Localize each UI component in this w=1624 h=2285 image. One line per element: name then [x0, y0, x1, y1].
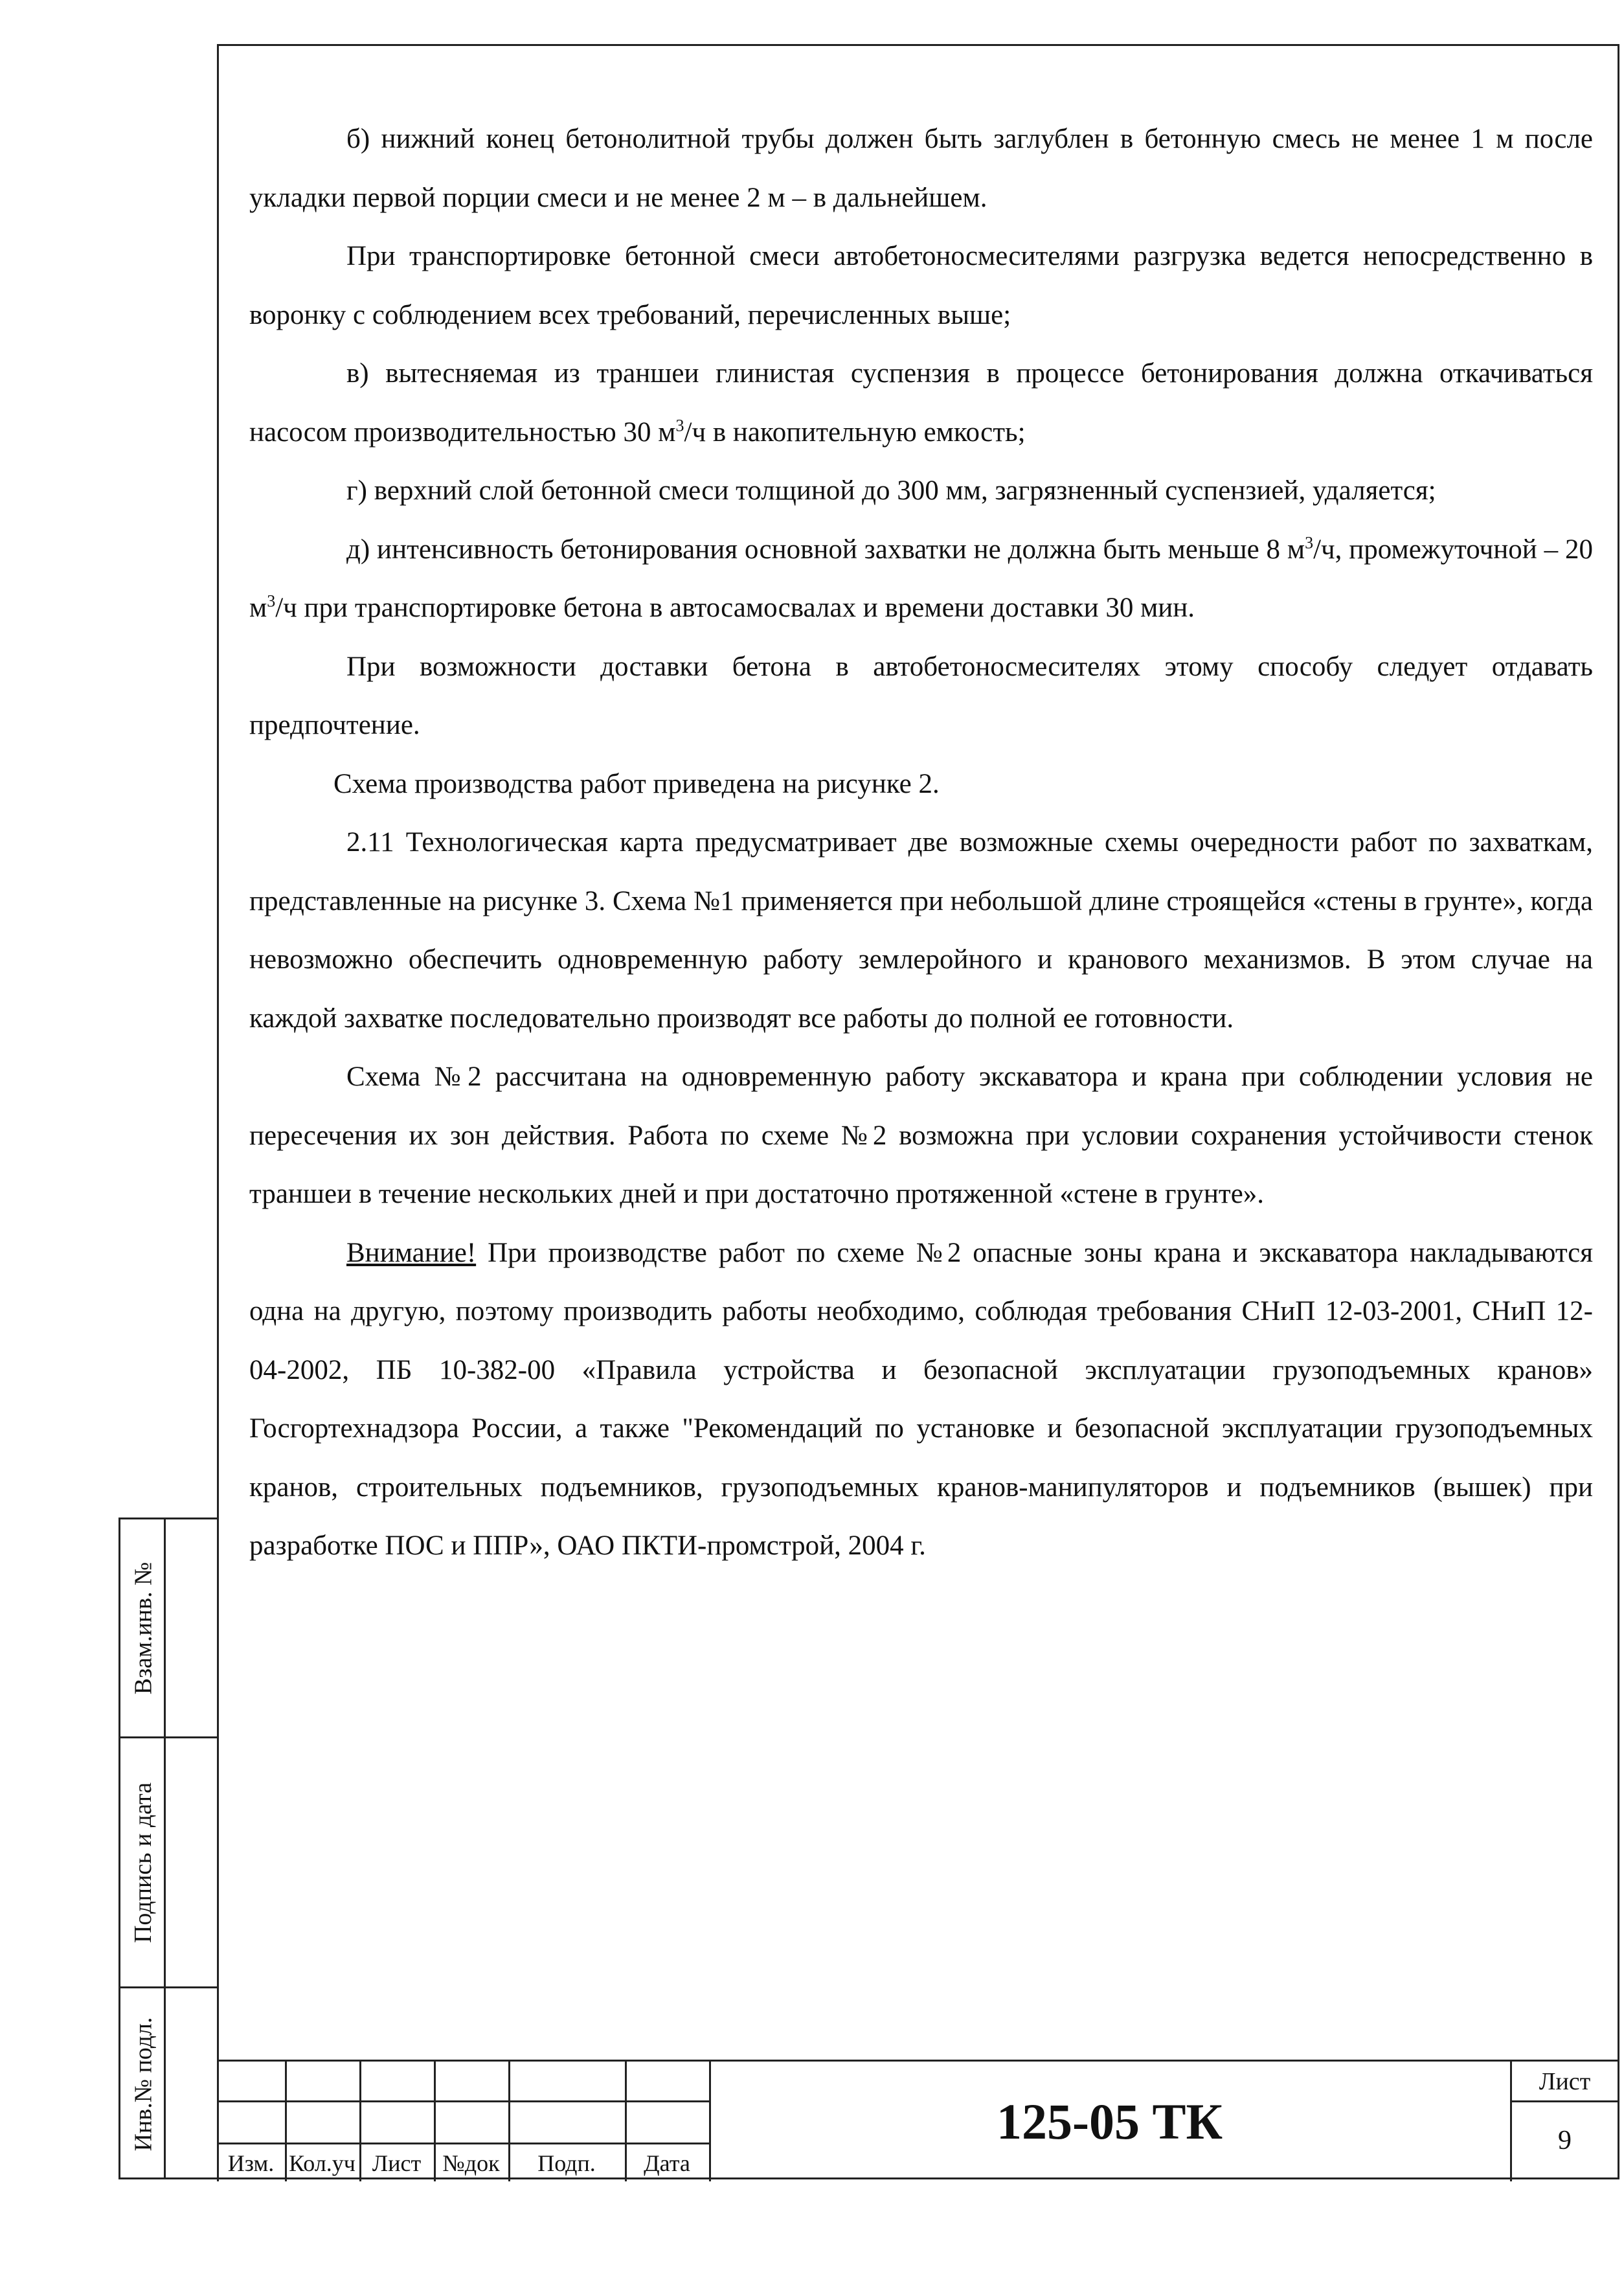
- document-code: 125-05 ТК: [996, 2093, 1223, 2150]
- col-label-list: Лист: [372, 2150, 422, 2176]
- superscript: 3: [1305, 533, 1314, 552]
- vzam-inv-label: Взам.инв. №: [130, 1562, 157, 1694]
- title-block: [217, 2060, 1619, 2179]
- text-run: /ч при транспортировке бетона в автосамосвалах и времени доставки 30 мин.: [275, 593, 1195, 623]
- side-stamp: [118, 1518, 217, 2179]
- text-run: /ч, промежуточной – 20 м: [249, 534, 1593, 623]
- document-body: [249, 110, 1593, 1576]
- paragraph-v: [249, 345, 1593, 462]
- paragraph-g: г) верхний слой бетонной смеси толщиной до 300 мм, загрязненный суспензией, удаляется;: [346, 475, 1436, 506]
- text-run: /ч в накопительную емкость;: [684, 416, 1026, 448]
- title-block-rule: [217, 2100, 709, 2102]
- text-run: д) интенсивность бетонирования основной захватки не должна быть меньше 8 м: [346, 534, 1305, 565]
- col-label-kol-uch: Кол.уч: [289, 2150, 355, 2176]
- paragraph-transport: При транспортировке бетонной смеси автобетоносмесителями разгрузка ведется непосредственно в воронку с соблюдением всех требований, перечисленных выше;: [249, 241, 1593, 330]
- col-label-data: Дата: [644, 2150, 690, 2176]
- title-block-rule: [217, 2143, 709, 2144]
- paragraph-d: [249, 521, 1593, 638]
- text-run: в) вытесняемая из траншеи глинистая суспензия в процессе бетонирования должна откачиваться насосом производительностью 30 м: [249, 358, 1593, 448]
- superscript: 3: [675, 416, 684, 435]
- col-label-ndok: №док: [442, 2150, 500, 2176]
- paragraph-warning: [249, 1224, 1593, 1576]
- paragraph-b: б) нижний конец бетонолитной трубы должен быть заглублен в бетонную смесь не менее 1 м после укладки первой порции смеси и не менее 2 м – в дальнейшем.: [249, 124, 1593, 213]
- paragraph-preference: При возможности доставки бетона в автобетоносмесителях этому способу следует отдавать предпочтение.: [249, 651, 1593, 740]
- warning-text: При производстве работ по схеме №2 опасные зоны крана и экскаватора накладываются одна на другую, поэтому производить работы необходимо, соблюдая требования СНиП 12-03-2001, СНиП 12-04-2002, ПБ 10-382-00 «Правила устройства и безопасной эксплуатации грузоподъемных кранов» Госгортехнадзора России, а также "Рекомендаций по установке и безопасной эксплуатации грузоподъемных кранов, строительных подъемников, грузоподъемных кранов-манипуляторов и подъемников (вышек) при разработке ПОС и ППР», ОАО ПКТИ-промстрой, 2004 г.: [249, 1237, 1593, 1561]
- col-label-podp: Подп.: [537, 2150, 596, 2176]
- col-label-izm: Изм.: [227, 2150, 275, 2176]
- paragraph-scheme-ref: Схема производства работ приведена на рисунке 2.: [333, 768, 940, 799]
- paragraph-scheme-2: Схема №2 рассчитана на одновременную работу экскаватора и крана при соблюдении условия не пересечения их зон действия. Работа по схеме №2 возможна при условии сохранения устойчивости стенок траншеи в течение нескольких дней и при достаточно протяженной «стене в грунте».: [249, 1062, 1593, 1209]
- warning-label: Внимание!: [346, 1237, 477, 1268]
- signature-date-label: Подпись и дата: [130, 1782, 157, 1943]
- paragraph-2-11: 2.11 Технологическая карта предусматривает две возможные схемы очередности работ по захваткам, представленные на рисунке 3. Схема №1 применяется при небольшой длине строящейся «стены в грунте», когда невозможно обеспечить одновременную работу землеройного и кранового механизмов. В этом случае на каждой захватке последовательно производят все работы до полной ее готовности.: [249, 827, 1593, 1034]
- superscript: 3: [267, 591, 276, 611]
- sheet-label: Лист: [1539, 2068, 1591, 2095]
- sheet-number: 9: [1558, 2126, 1572, 2155]
- inv-original-label: Инв.№ подл.: [130, 2016, 157, 2152]
